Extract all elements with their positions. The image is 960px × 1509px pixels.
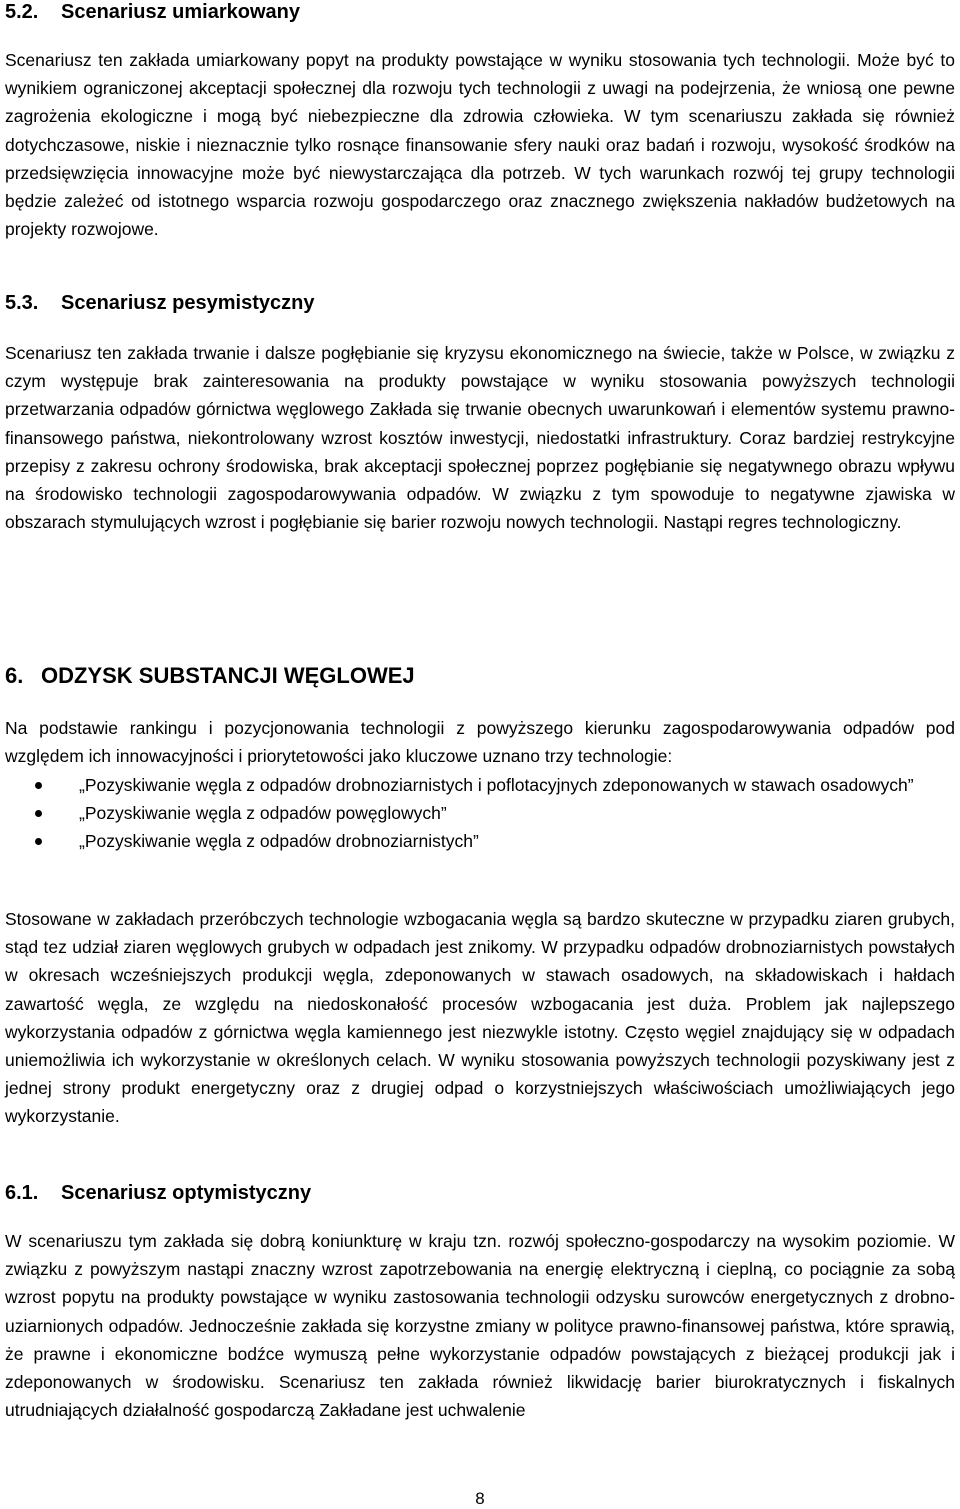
section-6-1-paragraph: W scenariuszu tym zakłada się dobrą koniunkturę w kraju tzn. rozwój społeczno-gospodarczy na wysokim poziomie. W związku z powyższym nastąpi znaczny wzrost zapotrzebowania na energię elektryczną i cieplną, co pociągnie za sobą wzrost popytu na produkty powstające w wyniku zastosowania technologii odzysku surowców energetycznych z drobno-uziarnionych odpadów. Jednocześnie zakłada się korzystne zmiany w polityce prawno-finansowej państwa, które sprawią, że prawne i ekonomiczne bodźce wymuszą pełne wykorzystanie odpadów powstających z bieżącej produkcji jak i zdeponowanych w środowisku. Scenariusz ten zakłada również likwidację barier biurokratycznych i fiskalnych utrudniających działalność gospodarczą Zakładane jest uchwalenie bbox=[5, 1231, 955, 1421]
chapter-6-paragraph: Stosowane w zakładach przeróbczych technologie wzbogacania węgla są bardzo skuteczne w przypadku ziaren grubych, stąd tez udział ziaren węglowych grubych w odpadach jest znikomy. W przypadku odpadów drobnoziarnistych powstałych w okresach wcześniejszych produkcji węgla, zdeponowanych w stawach osadowych, na składowiskach i hałdach zawartość węgla, ze względu na niedoskonałość procesów wzbogacania jest duża. Problem jak najlepszego wykorzystania odpadów z górnictwa węgla kamiennego jest niezwykle istotny. Często węgiel znajdujący się w odpadach uniemożliwia ich wykorzystanie w określonych celach. W wyniku stosowania powyższych technologii pozyskiwany jest z jednej strony produkt energetyczny oraz z drugiej odpad o korzystniejszych właściwościach umożliwiających jego wykorzystanie. bbox=[5, 909, 955, 1127]
section-5-3-paragraph: Scenariusz ten zakłada trwanie i dalsze pogłębianie się kryzysu ekonomicznego na świecie, także w Polsce, w związku z czym występuje brak zainteresowania na produkty powstające w wyniku stosowania powyższych technologii przetwarzania odpadów górnictwa węglowego Zakłada się trwanie obecnych uwarunkowań i elementów systemu prawno-finansowego państwa, niekontrolowany wzrost kosztów inwestycji, niedostatki infrastruktury. Coraz bardziej restrykcyjne przepisy z zakresu ochrony środowiska, brak akceptacji społecznej poprzez pogłębianie się negatywnego obrazu wpływu na środowisko technologii zagospodarowywania odpadów. W związku z tym spowoduje to negatywne zjawiska w obszarach stymulujących wzrost i pogłębianie się barier rozwoju nowych technologii. Nastąpi regres technologiczny. bbox=[5, 343, 955, 533]
bullet-icon bbox=[35, 838, 42, 845]
section-number: 6.1. bbox=[5, 1182, 39, 1204]
section-number: 5.3. bbox=[5, 292, 39, 314]
chapter-6-intro: Na podstawie rankingu i pozycjonowania technologii z powyższego kierunku zagospodarowywania odpadów pod względem ich innowacyjności i priorytetowości jako kluczowe uznano trzy technologie: bbox=[5, 718, 955, 767]
page-number: 8 bbox=[475, 1489, 485, 1508]
list-item bbox=[5, 771, 955, 799]
chapter-6-heading bbox=[5, 663, 415, 689]
list-item-text: „Pozyskiwanie węgla z odpadów powęglowych” bbox=[79, 803, 447, 824]
list-item bbox=[5, 799, 955, 827]
list-item bbox=[5, 827, 955, 855]
section-6-1-heading bbox=[5, 1181, 311, 1205]
technology-list bbox=[5, 771, 955, 856]
section-title: Scenariusz pesymistyczny bbox=[61, 292, 315, 314]
section-title: Scenariusz umiarkowany bbox=[61, 1, 300, 23]
section-5-2-paragraph: Scenariusz ten zakłada umiarkowany popyt na produkty powstające w wyniku stosowania tych technologii. Może być to wynikiem ograniczonej akceptacji społecznej dla rozwoju tych technologii z uwagi na podejrzenia, że wniosą one pewne zagrożenia ekologiczne i mogą być niebezpieczne dla zdrowia człowieka. W tym scenariuszu zakłada się również dotychczasowe, niskie i nieznacznie tylko rosnące finansowanie sfery nauki oraz badań i rozwoju, wysokość środków na przedsięwzięcia innowacyjne może być niewystarczająca dla potrzeb. W tych warunkach rozwój tej grupy technologii będzie zależeć od istotnego wsparcia rozwoju gospodarczego oraz znacznego zwiększenia nakładów budżetowych na projekty rozwojowe. bbox=[5, 50, 955, 240]
section-title: Scenariusz optymistyczny bbox=[61, 1182, 312, 1204]
list-item-text: „Pozyskiwanie węgla z odpadów drobnoziarnistych i poflotacyjnych zdeponowanych w stawach osadowych” bbox=[79, 775, 914, 795]
section-5-3-heading bbox=[5, 291, 314, 315]
list-item-text: „Pozyskiwanie węgla z odpadów drobnoziarnistych” bbox=[79, 831, 479, 852]
section-number: 5.2. bbox=[5, 1, 39, 23]
section-5-2-heading bbox=[5, 0, 300, 24]
bullet-icon bbox=[35, 782, 42, 789]
chapter-number: 6. bbox=[5, 663, 24, 688]
bullet-icon bbox=[35, 810, 42, 817]
chapter-title: ODZYSK SUBSTANCJI WĘGLOWEJ bbox=[41, 663, 415, 688]
